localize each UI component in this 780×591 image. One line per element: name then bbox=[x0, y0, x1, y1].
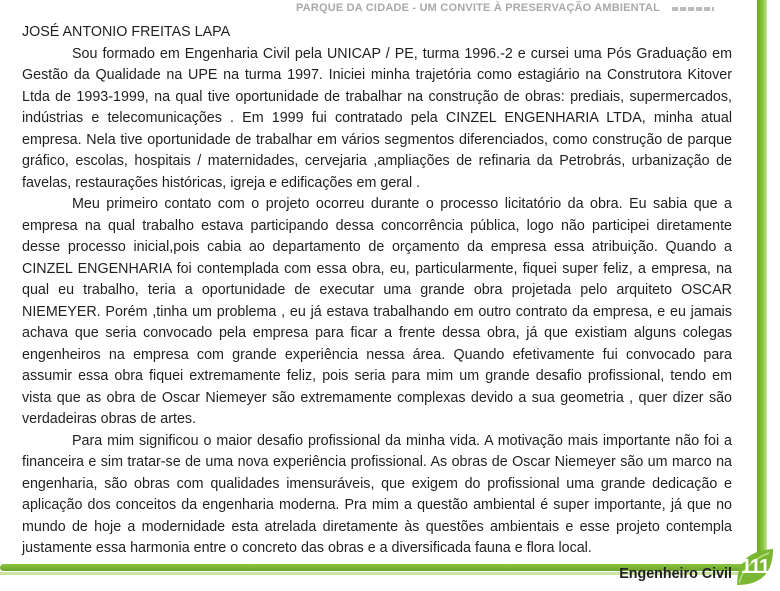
page-header bbox=[0, 2, 780, 16]
paragraph-1: Sou formado em Engenharia Civil pela UNICAP / PE, turma 1996.-2 e cursei uma Pós Graduação em Gestão da Qualidade na UPE na turma 1997. Iniciei minha trajetória como estagiário na Construtora Kitover Ltda de 1993-1999, na qual tive oportunidade de trabalhar na construção de obras: prediais, supermercados, indústrias e telecomunicações . Em 1999 fui contratado pela CINZEL ENGENHARIA LTDA, minha atual empresa. Nela tive oportunidade de trabalhar em vários segmentos diferenciados, como construção de parque gráfico, escolas, hospitais / maternidades, cervejaria ,ampliações de refinaria da Petrobrás, urbanização de favelas, restaurações históricas, igreja e edificações em geral . bbox=[22, 45, 732, 191]
author-signature: Engenheiro Civil bbox=[619, 565, 732, 582]
header-dashes-decoration bbox=[672, 7, 714, 11]
right-green-bar bbox=[757, 0, 767, 560]
article-body bbox=[22, 22, 732, 585]
page-number: 111 bbox=[740, 556, 770, 578]
paragraph-3: Para mim significou o maior desafio profissional da minha vida. A motivação mais importante não foi a financeira e sim tratar-se de uma nova experiência profissional. As obras de Oscar Niemeyer são um marco na engenharia, são obras com qualidades imensuráveis, que exigem do profissional uma grande dedicação e aplicação dos conceitos da engenharia moderna. Pra mim a questão ambiental é super importante, já que no mundo de hoje a modernidade esta atrelada diretamente às questões ambientais e esse projeto contempla justamente essa harmonia entre o concreto das obras e a diversificada fauna e flora local. bbox=[22, 432, 732, 556]
paragraph-2: Meu primeiro contato com o projeto ocorreu durante o processo licitatório da obra. Eu sabia que a empresa na qual trabalho estava participando dessa concorrência pública, logo não participei diretamente desse processo inicial,pois cabia ao departamento de orçamento da empresa essa atribuição. Quando a CINZEL ENGENHARIA foi contemplada com essa obra, eu, particularmente, fiquei super feliz, a empresa, na qual eu trabalho, teria a oportunidade de executar uma grande obra projetada pelo arquiteto OSCAR NIEMEYER. Porém ,tinha um problema , eu já estava trabalhando em outro contrato da empresa, e eu jamais achava que seria convocado pela empresa para ficar a frente dessa obra, já que existiam alguns colegas engenheiros na empresa com grande experiência nessa área. Quando efetivamente fui convocado para assumir essa obra fiquei extremamente feliz, pois seria para mim um grande desafio profissional, tendo em vista que as obra de Oscar Niemeyer são extremamente complexas devido a sua geometria , quer dizer são verdadeiras obras de artes. bbox=[22, 196, 732, 427]
header-title: PARQUE DA CIDADE - UM CONVITE À PRESERVAÇÃO AMBIENTAL bbox=[295, 2, 660, 14]
author-name: JOSÉ ANTONIO FREITAS LAPA bbox=[22, 24, 231, 40]
